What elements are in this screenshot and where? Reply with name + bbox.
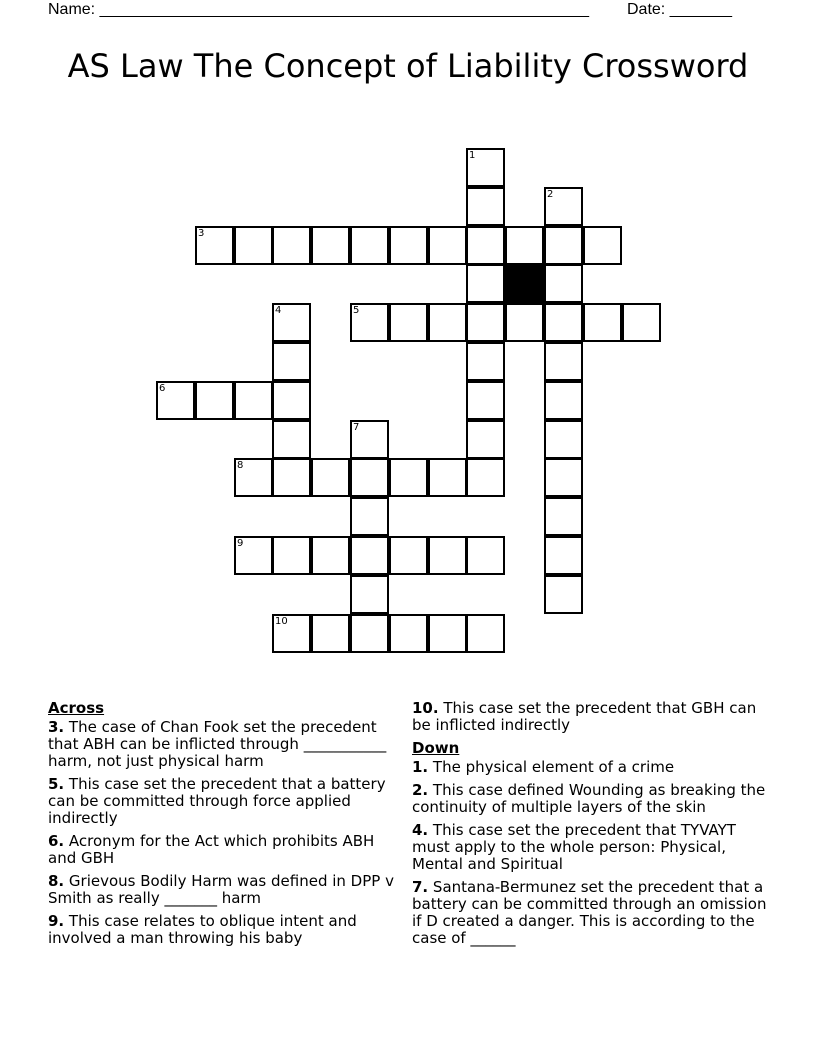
grid-cell[interactable] — [389, 614, 428, 653]
grid-cell[interactable] — [544, 187, 583, 226]
grid-cell[interactable] — [311, 614, 350, 653]
grid-cell[interactable] — [466, 420, 505, 459]
cell-number: 5 — [353, 305, 360, 316]
grid-cell[interactable] — [544, 536, 583, 575]
grid-cell[interactable] — [466, 536, 505, 575]
cell-number: 1 — [469, 150, 476, 161]
clue-down-2: 2. This case defined Wounding as breaking the continuity of multiple layers of the skin — [412, 781, 766, 816]
grid-cell[interactable] — [544, 226, 583, 265]
clue-down-4: 4. This case set the precedent that TYVAYT must apply to the whole person: Physical, Mental and Spiritual — [412, 821, 736, 873]
cell-number: 7 — [353, 422, 360, 433]
grid-cell[interactable] — [272, 614, 311, 653]
grid-cell[interactable] — [544, 264, 583, 303]
date-field-label: Date: _______ — [627, 1, 732, 18]
grid-cell[interactable] — [272, 536, 311, 575]
grid-cell[interactable] — [234, 536, 273, 575]
grid-cell[interactable] — [350, 458, 389, 497]
grid-cell[interactable] — [428, 458, 467, 497]
grid-cell[interactable] — [272, 381, 311, 420]
clue-across-8: 8. Grievous Bodily Harm was defined in DPP v Smith as really _______ harm — [48, 872, 394, 907]
grid-cell[interactable] — [195, 226, 234, 265]
cell-number: 2 — [547, 189, 554, 200]
name-field-label: Name: _______________________________________________________ — [48, 1, 589, 18]
grid-cell[interactable] — [234, 381, 273, 420]
grid-cell[interactable] — [234, 458, 273, 497]
grid-cell[interactable] — [311, 458, 350, 497]
grid-cell[interactable] — [272, 342, 311, 381]
clues-left-column — [48, 700, 398, 953]
clue-across-9: 9. This case relates to oblique intent and involved a man throwing his baby — [48, 912, 357, 947]
grid-cell[interactable] — [466, 614, 505, 653]
grid-cell[interactable] — [505, 303, 544, 342]
grid-cell[interactable] — [311, 536, 350, 575]
grid-cell[interactable] — [350, 420, 389, 459]
grid-cell[interactable] — [350, 226, 389, 265]
grid-cell[interactable] — [428, 303, 467, 342]
grid-cell[interactable] — [156, 381, 195, 420]
cell-number: 4 — [275, 305, 282, 316]
grid-cell[interactable] — [466, 458, 505, 497]
grid-cell[interactable] — [466, 303, 505, 342]
grid-cell[interactable] — [428, 536, 467, 575]
clue-across-10: 10. This case set the precedent that GBH can be inflicted indirectly — [412, 699, 757, 734]
grid-cell[interactable] — [428, 614, 467, 653]
across-heading: Across — [48, 699, 105, 717]
grid-cell[interactable] — [350, 614, 389, 653]
grid-cell[interactable] — [544, 420, 583, 459]
grid-cell[interactable] — [389, 226, 428, 265]
grid-cell[interactable] — [389, 458, 428, 497]
grid-cell[interactable] — [350, 497, 389, 536]
grid-cell[interactable] — [272, 458, 311, 497]
grid-cell[interactable] — [272, 303, 311, 342]
grid-cell[interactable] — [466, 226, 505, 265]
grid-cell[interactable] — [466, 342, 505, 381]
clue-across-3: 3. The case of Chan Fook set the precedent that ABH can be inflicted through ___________ harm, not just physical harm — [48, 718, 387, 770]
cell-number: 3 — [198, 228, 205, 239]
grid-cell[interactable] — [544, 342, 583, 381]
grid-cell[interactable] — [195, 381, 234, 420]
grid-cell[interactable] — [544, 303, 583, 342]
cell-number: 10 — [275, 616, 288, 627]
grid-cell[interactable] — [583, 226, 622, 265]
down-heading: Down — [412, 739, 460, 757]
grid-cell[interactable] — [505, 226, 544, 265]
grid-cell[interactable] — [544, 458, 583, 497]
grid-cell[interactable] — [466, 148, 505, 187]
grid-cell[interactable] — [544, 575, 583, 614]
clues-right-column — [412, 700, 772, 953]
grid-cell[interactable] — [350, 303, 389, 342]
clue-down-7: 7. Santana-Bermunez set the precedent that a battery can be committed through an omission if D created a danger. This is according to the case of ______ — [412, 878, 767, 947]
grid-cell[interactable] — [389, 303, 428, 342]
grid-cell[interactable] — [350, 575, 389, 614]
grid-cell[interactable] — [272, 226, 311, 265]
page-title: AS Law The Concept of Liability Crossword — [67, 47, 749, 85]
grid-cell[interactable] — [428, 226, 467, 265]
grid-cell[interactable] — [466, 187, 505, 226]
clue-across-6: 6. Acronym for the Act which prohibits ABH and GBH — [48, 832, 375, 867]
cell-number: 8 — [237, 460, 244, 471]
grid-cell[interactable] — [544, 381, 583, 420]
grid-cell[interactable] — [389, 536, 428, 575]
grid-cell[interactable] — [272, 420, 311, 459]
clue-across-5: 5. This case set the precedent that a battery can be committed through force applied indirectly — [48, 775, 386, 827]
grid-cell[interactable] — [350, 536, 389, 575]
cell-number: 9 — [237, 538, 244, 549]
cell-number: 6 — [159, 383, 166, 394]
black-cell — [505, 264, 544, 303]
grid-cell[interactable] — [466, 381, 505, 420]
grid-cell[interactable] — [583, 303, 622, 342]
clue-down-1: 1. The physical element of a crime — [412, 758, 675, 776]
grid-cell[interactable] — [622, 303, 661, 342]
grid-cell[interactable] — [311, 226, 350, 265]
grid-cell[interactable] — [234, 226, 273, 265]
grid-cell[interactable] — [544, 497, 583, 536]
grid-cell[interactable] — [466, 264, 505, 303]
